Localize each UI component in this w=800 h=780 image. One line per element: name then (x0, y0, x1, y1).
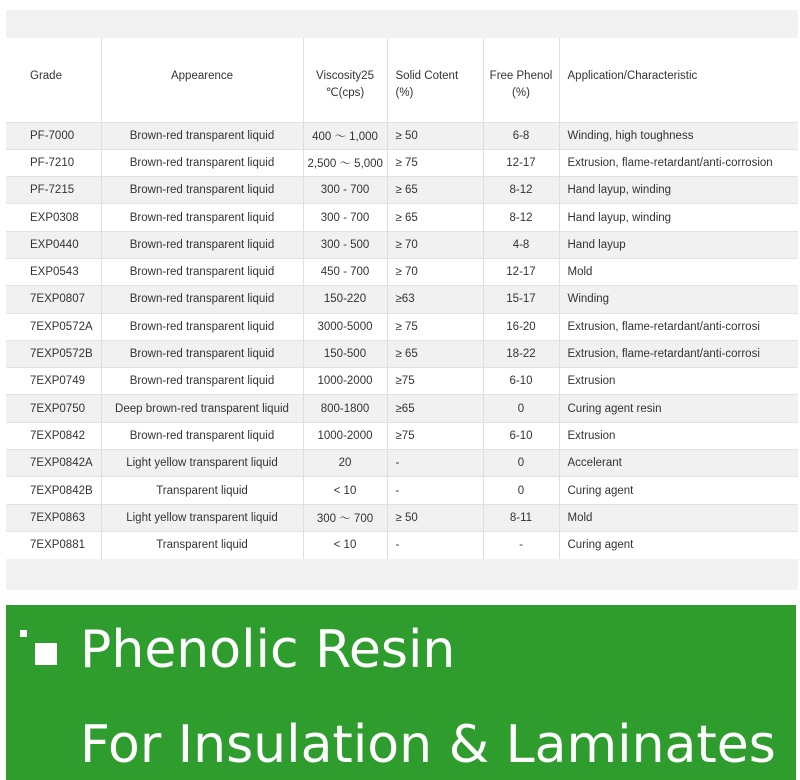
cell-free-phenol: 6-10 (483, 368, 559, 395)
header-grade: Grade (6, 38, 101, 122)
cell-free-phenol: 12-17 (483, 149, 559, 176)
cell-grade: 7EXP0572A (6, 313, 101, 340)
cell-solid-content: ≥ 70 (387, 231, 483, 258)
cell-free-phenol: 8-11 (483, 504, 559, 531)
cell-grade: EXP0440 (6, 231, 101, 258)
cell-grade: 7EXP0863 (6, 504, 101, 531)
cell-viscosity: < 10 (303, 477, 387, 504)
cell-free-phenol: 0 (483, 450, 559, 477)
cell-appearance: Brown-red transparent liquid (101, 313, 303, 340)
spec-table-panel (6, 10, 798, 590)
cell-free-phenol: 4-8 (483, 231, 559, 258)
table-row (6, 286, 798, 313)
cell-viscosity: 300 - 700 (303, 204, 387, 231)
cell-viscosity: 450 - 700 (303, 258, 387, 285)
header-appearance: Appearence (101, 38, 303, 122)
cell-solid-content: ≥ 65 (387, 340, 483, 367)
cell-application: Extrusion, flame-retardant/anti-corrosion (567, 156, 773, 169)
table-row (6, 313, 798, 340)
product-banner (6, 605, 796, 780)
cell-appearance: Brown-red transparent liquid (101, 340, 303, 367)
cell-free-phenol: 12-17 (483, 258, 559, 285)
header-solid-line2: (%) (395, 87, 414, 99)
cell-free-phenol: 8-12 (483, 204, 559, 231)
cell-application: Extrusion (567, 375, 616, 388)
table-row (6, 258, 798, 285)
square-bullet-icon (20, 630, 60, 670)
cell-appearance: Deep brown-red transparent liquid (101, 395, 303, 422)
cell-appearance: Brown-red transparent liquid (101, 422, 303, 449)
table-row (6, 368, 798, 395)
cell-solid-content: ≥ 65 (387, 204, 483, 231)
cell-appearance: Brown-red transparent liquid (101, 368, 303, 395)
cell-grade: PF-7210 (6, 149, 101, 176)
cell-grade: 7EXP0807 (6, 286, 101, 313)
cell-application: Curing agent (567, 539, 634, 552)
header-solid-content (387, 38, 483, 122)
table-row (6, 177, 798, 204)
cell-application: Winding, high toughness (567, 129, 694, 142)
cell-appearance: Brown-red transparent liquid (101, 149, 303, 176)
cell-appearance: Transparent liquid (101, 531, 303, 558)
cell-free-phenol: - (483, 531, 559, 558)
table-row (6, 122, 798, 149)
cell-viscosity: 2,500 ～ 5,000 (303, 149, 387, 176)
cell-free-phenol: 16-20 (483, 313, 559, 340)
cell-solid-content: - (387, 477, 483, 504)
cell-viscosity: < 10 (303, 531, 387, 558)
cell-solid-content: ≥ 65 (387, 177, 483, 204)
table-row (6, 477, 798, 504)
cell-application: Hand layup, winding (567, 184, 672, 197)
cell-grade: 7EXP0842 (6, 422, 101, 449)
cell-application: Hand layup, winding (567, 211, 672, 224)
cell-appearance: Brown-red transparent liquid (101, 286, 303, 313)
cell-solid-content: ≥ 50 (387, 122, 483, 149)
cell-solid-content: ≥75 (387, 368, 483, 395)
cell-viscosity: 3000-5000 (303, 313, 387, 340)
cell-appearance: Brown-red transparent liquid (101, 122, 303, 149)
cell-application: Curing agent resin (567, 402, 662, 415)
cell-free-phenol: 6-8 (483, 122, 559, 149)
header-viscosity-line1: Viscosity25 (316, 70, 374, 82)
cell-viscosity: 300 - 500 (303, 231, 387, 258)
cell-application: Accelerant (567, 457, 622, 470)
cell-grade: 7EXP0881 (6, 531, 101, 558)
header-phenol-line1: Free Phenol (489, 70, 553, 82)
cell-grade: PF-7215 (6, 177, 101, 204)
cell-appearance: Brown-red transparent liquid (101, 177, 303, 204)
cell-application: Extrusion (567, 429, 616, 442)
table-row (6, 149, 798, 176)
cell-free-phenol: 18-22 (483, 340, 559, 367)
table-row (6, 395, 798, 422)
cell-viscosity: 400 ～ 1,000 (303, 122, 387, 149)
cell-grade: 7EXP0842A (6, 450, 101, 477)
cell-free-phenol: 0 (483, 477, 559, 504)
cell-grade: 7EXP0572B (6, 340, 101, 367)
cell-free-phenol: 0 (483, 395, 559, 422)
header-application: Application/Characteristic (567, 70, 698, 82)
cell-application: Extrusion, flame-retardant/anti-corrosi (567, 320, 760, 333)
header-solid-line1: Solid Cotent (395, 70, 459, 82)
cell-solid-content: - (387, 450, 483, 477)
cell-application: Winding (567, 293, 610, 306)
cell-appearance: Light yellow transparent liquid (101, 450, 303, 477)
cell-appearance: Light yellow transparent liquid (101, 504, 303, 531)
cell-solid-content: ≥ 75 (387, 149, 483, 176)
banner-title: Phenolic Resin (80, 620, 456, 680)
cell-free-phenol: 15-17 (483, 286, 559, 313)
cell-grade: PF-7000 (6, 122, 101, 149)
cell-grade: 7EXP0842B (6, 477, 101, 504)
cell-grade: EXP0543 (6, 258, 101, 285)
table-header-row (6, 38, 798, 122)
table-row (6, 340, 798, 367)
table-row (6, 231, 798, 258)
cell-viscosity: 150-220 (303, 286, 387, 313)
cell-free-phenol: 6-10 (483, 422, 559, 449)
cell-grade: 7EXP0750 (6, 395, 101, 422)
banner-subtitle: For Insulation & Laminates (80, 715, 776, 775)
cell-solid-content: ≥75 (387, 422, 483, 449)
header-viscosity (303, 38, 387, 122)
table-body (6, 122, 798, 559)
cell-application: Curing agent (567, 484, 634, 497)
cell-appearance: Brown-red transparent liquid (101, 204, 303, 231)
table-row (6, 450, 798, 477)
header-free-phenol (483, 38, 559, 122)
cell-solid-content: ≥63 (387, 286, 483, 313)
cell-solid-content: ≥ 75 (387, 313, 483, 340)
cell-application: Hand layup (567, 238, 626, 251)
cell-appearance: Transparent liquid (101, 477, 303, 504)
cell-application: Mold (567, 511, 593, 524)
header-viscosity-line2: ℃(cps) (325, 87, 365, 99)
table-row (6, 204, 798, 231)
cell-viscosity: 20 (303, 450, 387, 477)
spec-table (6, 38, 798, 559)
table-row (6, 422, 798, 449)
cell-application: Extrusion, flame-retardant/anti-corrosi (567, 348, 760, 361)
cell-viscosity: 300 - 700 (303, 177, 387, 204)
cell-solid-content: - (387, 531, 483, 558)
cell-grade: 7EXP0749 (6, 368, 101, 395)
table-row (6, 531, 798, 558)
cell-appearance: Brown-red transparent liquid (101, 258, 303, 285)
cell-application: Mold (567, 266, 593, 279)
table-row (6, 504, 798, 531)
cell-solid-content: ≥ 50 (387, 504, 483, 531)
cell-solid-content: ≥ 70 (387, 258, 483, 285)
cell-viscosity: 1000-2000 (303, 368, 387, 395)
cell-grade: EXP0308 (6, 204, 101, 231)
cell-viscosity: 1000-2000 (303, 422, 387, 449)
cell-viscosity: 800-1800 (303, 395, 387, 422)
cell-appearance: Brown-red transparent liquid (101, 231, 303, 258)
cell-viscosity: 150-500 (303, 340, 387, 367)
cell-solid-content: ≥65 (387, 395, 483, 422)
cell-free-phenol: 8-12 (483, 177, 559, 204)
cell-viscosity: 300 ～ 700 (303, 504, 387, 531)
header-phenol-line2: (%) (512, 87, 530, 99)
